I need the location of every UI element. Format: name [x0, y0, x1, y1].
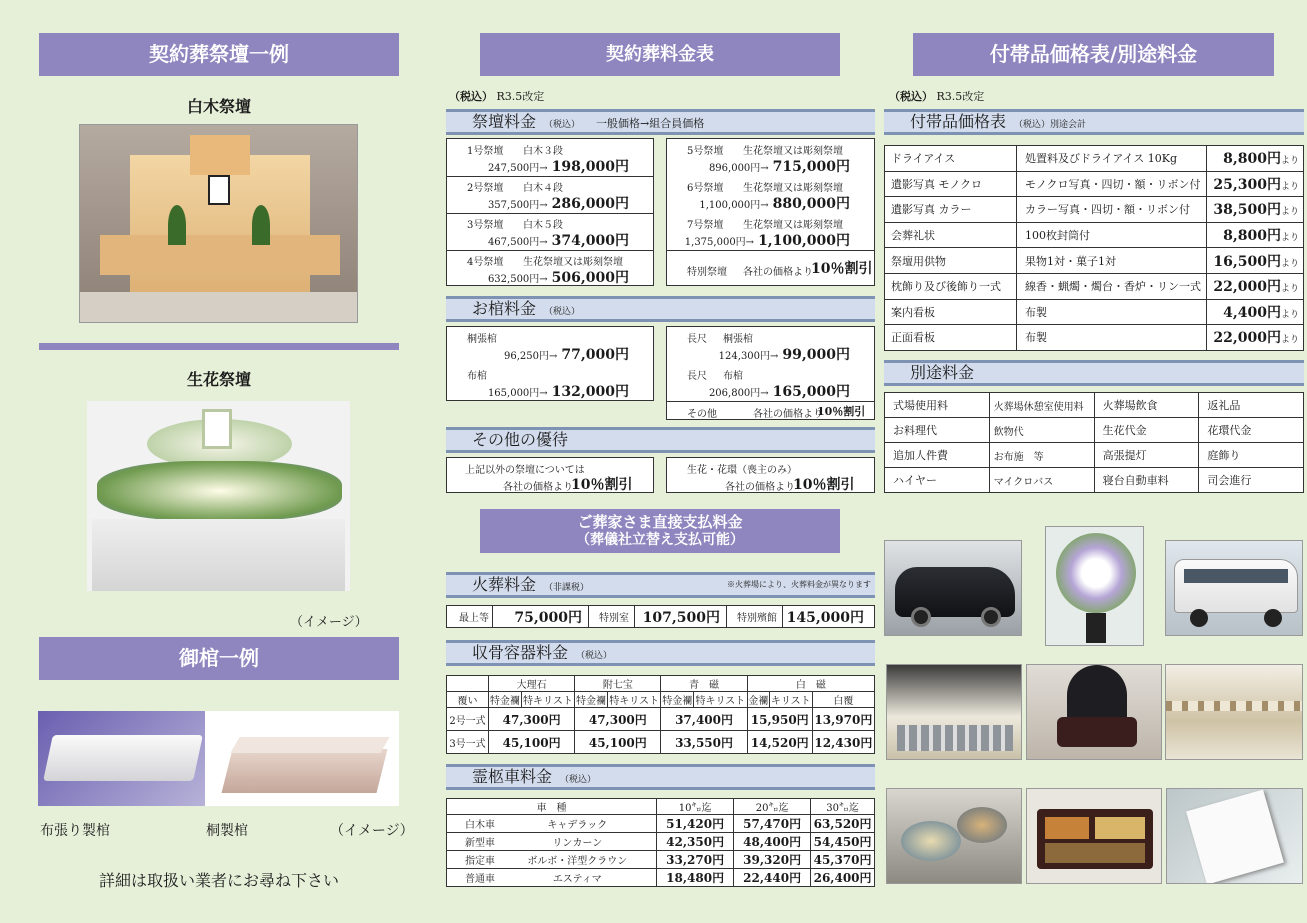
hearse-price-20: 39,320円 — [734, 851, 811, 869]
extra-fee-item: 高張提灯 — [1094, 443, 1199, 468]
benefit-line: 各社の価格より — [725, 482, 795, 493]
paulownia-coffin-caption: 桐製棺 — [206, 823, 248, 839]
altar-name: 3号祭壇 — [467, 220, 504, 231]
cremation-price: 75,000円 — [493, 606, 589, 628]
altar-left-box — [446, 138, 654, 286]
goods-price-suffix: より — [1280, 156, 1299, 167]
hearse-model: ボルボ・洋型クラウン — [499, 851, 657, 869]
hearse-section-header — [446, 764, 875, 790]
altar-desc: 生花祭壇又は彫刻祭壇 — [743, 220, 843, 231]
hall-photo — [886, 664, 1022, 760]
price-general: 247,500円→ — [487, 163, 548, 174]
goods-price-suffix: より — [1280, 233, 1299, 244]
goods-desc: 布製 — [1017, 299, 1207, 325]
goods-price-suffix: より — [1280, 335, 1299, 346]
row-divider — [447, 250, 653, 251]
row-divider — [447, 213, 653, 214]
price-member: 286,000円 — [551, 196, 629, 212]
altar-name: 7号祭壇 — [687, 220, 724, 231]
other-coffin-discount: 10％割引 — [817, 405, 866, 418]
table-row — [885, 299, 1304, 325]
revision-label: R3.5改定 — [936, 90, 985, 103]
goods-desc: カラー写真・四切・額・リボン付 — [1017, 197, 1207, 223]
goods-price-cell — [1207, 171, 1304, 197]
seika-altar-photo — [87, 401, 350, 591]
cremation-table — [446, 605, 875, 628]
hearse-price-30: 54,450円 — [811, 833, 875, 851]
extra-fee-item: お布施 等 — [989, 443, 1094, 468]
special-altar-desc: 各社の価格より — [743, 267, 813, 278]
shiraki-altar-photo — [79, 124, 358, 323]
divider — [39, 343, 399, 350]
hearse-price-30: 26,400円 — [811, 869, 875, 887]
seika-altar-title: 生花祭壇 — [186, 370, 251, 389]
hearse-price-20: 57,470円 — [734, 815, 811, 833]
price-member: 165,000円 — [772, 384, 850, 400]
row-divider — [447, 176, 653, 177]
image-note-2: （イメージ） — [330, 823, 414, 839]
benefits-right-box — [666, 457, 875, 493]
coffin-name: 長尺 — [687, 371, 707, 382]
urn-section — [446, 640, 875, 755]
price-general: 467,500円→ — [487, 237, 548, 248]
cremation-section — [446, 572, 875, 630]
goods-price-cell — [1207, 248, 1304, 274]
goods-item: ドライアイス — [885, 146, 1017, 172]
table-row — [885, 443, 1304, 468]
price-member: 880,000円 — [772, 196, 850, 212]
urn-group-header: 白 磁 — [747, 676, 874, 692]
urn-price: 13,970円 — [812, 708, 874, 731]
goods-item: 祭壇用供物 — [885, 248, 1017, 274]
coffin-sub: （税込） — [544, 307, 581, 317]
cremation-price: 145,000円 — [783, 606, 875, 628]
cremation-title: 火葬料金 — [472, 575, 537, 594]
altar-right-box — [666, 138, 875, 286]
extra-table — [884, 392, 1304, 493]
altar-price — [488, 267, 629, 287]
table-row — [447, 708, 875, 731]
row-divider — [667, 250, 874, 251]
coffin-price — [488, 381, 629, 401]
hearse-price-30: 45,370円 — [811, 851, 875, 869]
right-banner-goods-prices: 付帯品価格表/別途料金 — [913, 33, 1274, 76]
table-row — [447, 731, 875, 754]
catering-photo — [886, 788, 1022, 884]
price-general: 96,250円→ — [504, 351, 558, 362]
goods-item: 案内看板 — [885, 299, 1017, 325]
hearse-header: 10㌔迄 — [657, 799, 734, 815]
table-row — [885, 273, 1304, 299]
urn-sub-header: 特キリスト — [694, 692, 748, 708]
altar-name: 1号祭壇 — [467, 146, 504, 157]
goods-price: 38,500円 — [1213, 202, 1281, 219]
row-divider — [667, 401, 874, 402]
goods-price-cell — [1207, 325, 1304, 351]
coffin-price — [709, 381, 850, 401]
altar-desc: 生花祭壇又は彫刻祭壇 — [743, 183, 843, 194]
direct-payment-banner — [480, 509, 840, 553]
altar-name: 5号祭壇 — [687, 146, 724, 157]
price-member: 1,100,000円 — [758, 233, 850, 249]
altar-note: 一般価格→組合員価格 — [596, 117, 705, 130]
hearse-table — [446, 798, 875, 887]
hearse-model: エスティマ — [499, 869, 657, 887]
price-general: 165,000円→ — [487, 388, 548, 399]
altar-price — [488, 156, 629, 176]
special-altar-name: 特別祭壇 — [687, 267, 727, 278]
coffin-name: 長尺 — [687, 334, 707, 345]
bento-photo — [1026, 788, 1162, 884]
price-general: 206,800円→ — [708, 388, 769, 399]
image-note: （イメージ） — [290, 615, 368, 630]
goods-item: 枕飾り及び後飾り一式 — [885, 273, 1017, 299]
coffin-name: 布棺 — [467, 371, 487, 382]
price-member: 374,000円 — [551, 233, 629, 249]
table-row — [885, 171, 1304, 197]
altar-price — [709, 156, 850, 176]
urn-title: 収骨容器料金 — [472, 643, 569, 662]
table-row — [447, 851, 875, 869]
extra-fee-item: 司会進行 — [1199, 468, 1304, 493]
goods-section-header — [884, 109, 1304, 135]
urn-sub-header: 特金襴 — [661, 692, 694, 708]
urn-table — [446, 675, 875, 754]
goods-desc: 100枚封筒付 — [1017, 222, 1207, 248]
extra-title: 別途料金 — [910, 363, 975, 382]
hearse-model: キャデラック — [499, 815, 657, 833]
hearse-price-20: 48,400円 — [734, 833, 811, 851]
benefits-section — [446, 427, 875, 495]
table-row — [447, 815, 875, 833]
cremation-note: ※火葬場により、火葬料金が異なります — [727, 580, 871, 589]
goods-price: 22,000円 — [1213, 330, 1281, 347]
urn-price: 33,550円 — [661, 731, 747, 754]
benefit-discount: 10％割引 — [571, 477, 633, 493]
hearse-header: 20㌔迄 — [734, 799, 811, 815]
price-general: 896,000円→ — [708, 163, 769, 174]
coffin-name: 桐張棺 — [467, 334, 497, 345]
extra-fee-item: 返礼品 — [1199, 393, 1304, 418]
benefit-line: 上記以外の祭壇については — [465, 465, 585, 476]
table-row — [447, 833, 875, 851]
urn-sub-header: 特金襴 — [575, 692, 608, 708]
benefit-discount: 10％割引 — [793, 477, 855, 493]
altar-price — [699, 193, 850, 213]
altar-section-header — [446, 109, 875, 135]
altar-desc: 白木３段 — [523, 146, 563, 157]
extra-fee-item: 追加人件費 — [885, 443, 990, 468]
benefit-line: 各社の価格より — [503, 482, 573, 493]
hearse-title: 霊柩車料金 — [472, 767, 553, 786]
goods-desc: 果物1対・菓子1対 — [1017, 248, 1207, 274]
tax-label: （税込） — [449, 90, 493, 103]
goods-item: 正面看板 — [885, 325, 1017, 351]
urn-cover-label: 覆い — [447, 692, 489, 708]
price-general: 357,500円→ — [487, 200, 548, 211]
altar-name: 4号祭壇 — [467, 257, 504, 268]
altar-desc: 白木４段 — [523, 183, 563, 194]
urn-sub-header: 特キリスト — [607, 692, 661, 708]
urn-corner — [447, 676, 489, 692]
goods-price-cell — [1207, 299, 1304, 325]
extra-fee-item: 飲物代 — [989, 418, 1094, 443]
goods-title: 付帯品価格表 — [910, 112, 1007, 131]
extra-fee-item: 火葬場飲食 — [1094, 393, 1199, 418]
altar-price — [685, 230, 850, 250]
cloth-coffin-caption: 布張り製棺 — [40, 823, 110, 839]
hearse-price-10: 42,350円 — [657, 833, 734, 851]
urn-sub-header: 特キリスト — [521, 692, 575, 708]
table-row — [885, 248, 1304, 274]
extra-fee-item: 寝台自動車料 — [1094, 468, 1199, 493]
hearse-sub: （税込） — [560, 775, 597, 785]
goods-price: 22,000円 — [1213, 279, 1281, 296]
price-member: 506,000円 — [551, 270, 629, 286]
hearse-price-30: 63,520円 — [811, 815, 875, 833]
hearse-type: 新型車 — [447, 833, 499, 851]
goods-price-suffix: より — [1280, 309, 1299, 320]
urn-price: 14,520円 — [747, 731, 812, 754]
coffin-price — [504, 344, 629, 364]
hearse-price-10: 33,270円 — [657, 851, 734, 869]
hearse-type: 普通車 — [447, 869, 499, 887]
special-altar-discount: 10％割引 — [811, 261, 873, 277]
table-row — [447, 869, 875, 887]
altar-section — [446, 109, 875, 289]
goods-desc: 線香・蝋燭・燭台・香炉・リン一式 — [1017, 273, 1207, 299]
goods-price-suffix: より — [1280, 284, 1299, 295]
altar-desc: 生花祭壇又は彫刻祭壇 — [743, 146, 843, 157]
altar-desc: 生花祭壇又は彫刻祭壇 — [523, 257, 623, 268]
coffin-desc: 桐張棺 — [723, 334, 753, 345]
price-general: 1,375,000円→ — [684, 237, 755, 248]
table-row — [885, 393, 1304, 418]
cremation-label: 最上等 — [447, 606, 493, 628]
hearse-price-20: 22,440円 — [734, 869, 811, 887]
footer-note: 詳細は取扱い業者にお尋ね下さい — [98, 871, 339, 890]
urn-group-header: 附七宝 — [575, 676, 661, 692]
cremation-sub: （非課税） — [544, 583, 590, 593]
goods-price-cell — [1207, 197, 1304, 223]
goods-price: 25,300円 — [1213, 176, 1281, 193]
urn-price: 47,300円 — [489, 708, 575, 731]
urn-sub-header: 金襴 — [747, 692, 769, 708]
urn-price: 37,400円 — [661, 708, 747, 731]
urn-sub-header: キリスト — [769, 692, 812, 708]
goods-price-suffix: より — [1280, 207, 1299, 218]
extra-fee-item: 火葬場休憩室使用料 — [989, 393, 1094, 418]
goods-price-cell — [1207, 146, 1304, 172]
extra-fee-item: 庭飾り — [1199, 443, 1304, 468]
urn-price: 45,100円 — [575, 731, 661, 754]
benefits-section-header — [446, 427, 875, 453]
urn-price: 45,100円 — [489, 731, 575, 754]
altar-price — [488, 193, 629, 213]
price-member: 77,000円 — [561, 347, 629, 363]
price-general: 124,300円→ — [718, 351, 779, 362]
altar-price — [488, 230, 629, 250]
urn-section-header — [446, 640, 875, 666]
extra-section — [884, 360, 1304, 495]
shiraki-altar-title: 白木祭壇 — [186, 97, 251, 116]
goods-desc: 布製 — [1017, 325, 1207, 351]
cremation-section-header — [446, 572, 875, 598]
direct-subtitle: （葬儀社立替え支払可能） — [576, 532, 744, 548]
price-member: 132,000円 — [551, 384, 629, 400]
goods-item: 会葬礼状 — [885, 222, 1017, 248]
cremation-label: 特別室 — [589, 606, 635, 628]
coffin-section-header — [446, 296, 875, 322]
urn-row-label: 3号一式 — [447, 731, 489, 754]
extra-fee-item: 式場使用料 — [885, 393, 990, 418]
coffin-right-box — [666, 326, 875, 420]
goods-price: 4,400円 — [1223, 304, 1281, 321]
extra-fee-item: 生花代金 — [1094, 418, 1199, 443]
urn-group-header: 大理石 — [489, 676, 575, 692]
cremation-price: 107,500円 — [635, 606, 727, 628]
hearse-type: 白木車 — [447, 815, 499, 833]
middle-banner-price-table: 契約葬料金表 — [480, 33, 840, 76]
benefits-left-box — [446, 457, 654, 493]
urn-price: 47,300円 — [575, 708, 661, 731]
left-banner-altar-example: 契約葬祭壇一例 — [39, 33, 399, 76]
paulownia-coffin-photo — [205, 711, 399, 806]
hearse-price-10: 51,420円 — [657, 815, 734, 833]
goods-price-cell — [1207, 273, 1304, 299]
tax-revision-right — [889, 88, 984, 104]
extra-fee-item: マイクロバス — [989, 468, 1094, 493]
table-row — [885, 468, 1304, 493]
price-general: 1,100,000円→ — [699, 200, 769, 211]
altar-desc: 白木５段 — [523, 220, 563, 231]
table-row — [885, 146, 1304, 172]
altar-title: 祭壇料金 — [472, 112, 537, 131]
lobby-photo — [1165, 664, 1303, 760]
price-general: 632,500円→ — [487, 274, 548, 285]
price-member: 99,000円 — [782, 347, 850, 363]
hearse-header: 車 種 — [447, 799, 657, 815]
revision-label: R3.5改定 — [496, 90, 545, 103]
goods-price-suffix: より — [1280, 258, 1299, 269]
benefits-title: その他の優待 — [472, 430, 569, 449]
table-row — [885, 222, 1304, 248]
table-row — [885, 418, 1304, 443]
coffin-title: お棺料金 — [472, 299, 537, 318]
extra-fee-item: 花環代金 — [1199, 418, 1304, 443]
stationery-photo — [1166, 788, 1303, 884]
urn-sub: （税込） — [576, 651, 613, 661]
car-photo — [884, 540, 1022, 636]
goods-section — [884, 109, 1304, 354]
goods-price-cell — [1207, 222, 1304, 248]
coffin-desc: 布棺 — [723, 371, 743, 382]
goods-price: 8,800円 — [1223, 228, 1281, 245]
direct-title: ご葬家さま直接支払料金 — [577, 513, 743, 531]
altar-sub: （税込） — [544, 120, 581, 130]
goods-item: 遺影写真 カラー — [885, 197, 1017, 223]
hearse-section — [446, 764, 875, 888]
goods-table — [884, 145, 1304, 351]
price-member: 715,000円 — [772, 159, 850, 175]
extra-fee-item: お料理代 — [885, 418, 990, 443]
coffin-section — [446, 296, 875, 421]
left-banner-coffin-example: 御棺一例 — [39, 637, 399, 680]
hearse-type: 指定車 — [447, 851, 499, 869]
hearse-model: リンカーン — [499, 833, 657, 851]
other-coffin-name: その他 — [687, 409, 717, 420]
hearse-price-10: 18,480円 — [657, 869, 734, 887]
coffin-price — [719, 344, 850, 364]
urn-price: 12,430円 — [812, 731, 874, 754]
urn-sub-header: 特金襴 — [489, 692, 522, 708]
cloth-coffin-photo — [38, 711, 205, 806]
goods-price: 16,500円 — [1213, 253, 1281, 270]
coffin-left-box — [446, 326, 654, 401]
urn-sub-header: 白覆 — [812, 692, 874, 708]
table-row — [885, 325, 1304, 351]
urn-price: 15,950円 — [747, 708, 812, 731]
goods-item: 遺影写真 モノクロ — [885, 171, 1017, 197]
extra-section-header — [884, 360, 1304, 386]
goods-desc: 処置料及びドライアイス 10Kg — [1017, 146, 1207, 172]
hearse-header: 30㌔迄 — [811, 799, 875, 815]
goods-price-suffix: より — [1280, 181, 1299, 192]
table-row — [885, 197, 1304, 223]
altar-name: 2号祭壇 — [467, 183, 504, 194]
goods-sub: （税込）別途会計 — [1014, 120, 1087, 130]
goods-desc: モノクロ写真・四切・額・リボン付 — [1017, 171, 1207, 197]
benefit-line: 生花・花環（喪主のみ） — [687, 465, 797, 476]
flower-stand-photo — [1045, 526, 1144, 646]
goods-price: 8,800円 — [1223, 151, 1281, 168]
urn-row-label: 2号一式 — [447, 708, 489, 731]
microbus-photo — [1165, 540, 1303, 636]
tax-revision — [449, 88, 544, 104]
cremation-label: 特別殯館 — [727, 606, 783, 628]
extra-fee-item: ハイヤー — [885, 468, 990, 493]
altar-name: 6号祭壇 — [687, 183, 724, 194]
urn-group-header: 青 磁 — [661, 676, 747, 692]
tax-label: （税込） — [889, 90, 933, 103]
price-member: 198,000円 — [551, 159, 629, 175]
food-service-photo — [1026, 664, 1162, 760]
other-coffin-desc: 各社の価格より — [753, 409, 823, 420]
